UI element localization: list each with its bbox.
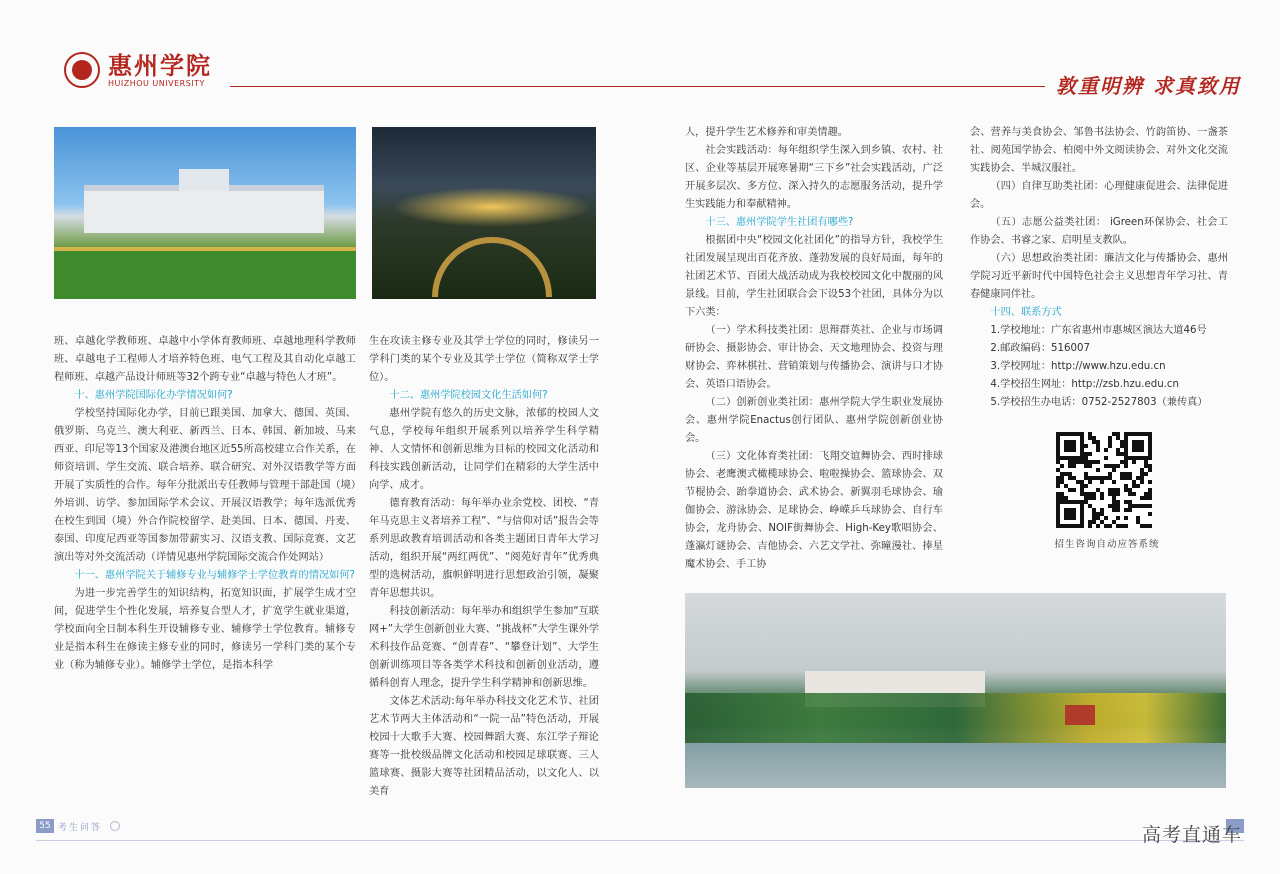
paragraph: 为进一步完善学生的知识结构，拓宽知识面，扩展学生成才空间，促进学生个性化发展，培养复合型人才，扩宽学生就业渠道，学校面向全日制本科生开设辅修专业、辅修学士学位教育。辅修专业是指本科生在修读主修专业的同时，修读另一学科门类的某个专业（称为辅修专业）。辅修学士学位，是指本科学 — [54, 588, 356, 671]
text-column-4 — [970, 124, 1228, 412]
page-number: 55 — [36, 819, 54, 833]
paragraph: 人，提升学生艺术修养和审美情趣。 — [685, 127, 848, 138]
text-column-1 — [54, 333, 356, 675]
logo-chinese-name: 惠州学院 — [108, 50, 212, 80]
section-heading: 十二、惠州学院校园文化生活如何? — [389, 390, 548, 401]
text-column-3 — [685, 124, 943, 574]
text-column-2 — [369, 333, 599, 801]
paragraph: 会、营养与美食协会、邹鲁书法协会、竹韵笛协、一盏茶社、阅苑国学协会、柏阅中外文阅读协会、对外文化交流实践协会、半城汉服社。 — [970, 127, 1228, 174]
campus-photo-night-view — [372, 127, 596, 299]
campus-photo-main-building — [54, 127, 356, 299]
paragraph: 德育教育活动：每年举办业余党校、团校、“青年马克思主义者培养工程”、“与信仰对话”报告会等系列思政教育培训活动和各类主题团日青年大学习活动，组织开展“两红两优”、“阅苑好青年”优秀典型的选树活动，旗帜鲜明进行思想政治引领，凝聚青年思想共识。 — [369, 498, 599, 599]
paragraph: 根据团中央“校园文化社团化”的指导方针，我校学生社团发展呈现出百花齐放、蓬勃发展的良好局面，每年的社团艺术节、百团大战活动成为我校校园文化中靓丽的风景线。目前，学生社团联合会下设53个社团，具体分为以下六类： — [685, 235, 943, 318]
logo-english-name: HUIZHOU UNIVERSITY — [108, 78, 205, 88]
paragraph: （六）思想政治类社团：廉洁文化与传播协会、惠州学院习近平新时代中国特色社会主义思想青年学习社、青春健康同伴社。 — [970, 253, 1228, 300]
section-heading: 十四、联系方式 — [990, 307, 1062, 318]
qr-code-icon — [1056, 432, 1152, 528]
paragraph: （三）文化体育类社团：飞翔交谊舞协会、西时排球协会、老鹰澳式橄榄球协会、啦啦操协会、篮球协会、双节棍协会、跆拳道协会、武术协会、新翼羽毛球协会、瑜伽协会、游泳协会、足球协会、峥嵘乒乓球协会、自行车协会，龙舟协会、NOIF街舞协会、High-Key歌唱协会、蓬瀛灯谜协会、吉他协会、六艺文学社、弥曈漫社、捧星魔术协会、手工协 — [685, 451, 943, 570]
paragraph: 文体艺术活动:每年举办科技文化艺术节、社团艺术节两大主体活动和“一院一品”特色活动，开展校园十大歌手大赛、校园舞蹈大赛、东江学子辩论赛等一批校级品牌文化活动和校园足球联赛、三人篮球赛、摄影大赛等社团精品活动，以文化人、以美育 — [369, 696, 599, 797]
section-heading: 十三、惠州学院学生社团有哪些? — [705, 217, 854, 228]
paragraph: （二）创新创业类社团：惠州学院大学生职业发展协会、惠州学院Enactus创行团队、惠州学院创新创业协会。 — [685, 397, 943, 444]
paragraph: 4.学校招生网址：http://zsb.hzu.edu.cn — [990, 379, 1179, 390]
paragraph: 科技创新活动：每年举办和组织学生参加“互联网+”大学生创新创业大赛、“挑战杯”大学生课外学术科技作品竞赛、“创青春”、“攀登计划”、大学生创新训练项目等各类学术科技和创新创业活动，遵循科创育人理念，提升学生科学精神和创新思维。 — [369, 606, 599, 689]
paragraph: 2.邮政编码：516007 — [990, 343, 1090, 354]
paragraph: 班、卓越化学教师班、卓越中小学体育教师班、卓越地理科学教师班、卓越电子工程师人才培养特色班、电气工程及其自动化卓越工程师班、卓越产品设计师班等32个跨专业“卓越与特色人才班”。 — [54, 336, 356, 383]
paragraph: 学校坚持国际化办学，目前已跟美国、加拿大、德国、英国、俄罗斯、乌克兰、澳大利亚、新西兰、日本、韩国、新加坡、马来西亚、印尼等13个国家及港澳台地区近55所高校建立合作关系，在师资培训、学生交流、联合培养、联合研究、对外汉语教学等方面开展了实质性的合作。每年分批派出专任教师与管理干部赴国（境）外培训、访学、参加国际学术会议、开展汉语教学；每年选派优秀在校生到国（境）外合作院校留学、赴美国、日本、德国、丹麦、泰国、印度尼西亚等国参加带薪实习、汉语支教、国际竞赛、文艺演出等对外交流活动（详情见惠州学院国际交流合作处网站） — [54, 408, 356, 563]
university-logo — [64, 50, 212, 90]
paragraph: （一）学术科技类社团：思辩群英社、企业与市场调研协会、摄影协会、审计协会、天文地理协会、投资与理财协会、弈林棋社、营销策划与传播协会、演讲与口才协会、英语口语协会。 — [685, 325, 943, 390]
university-motto: 敦重明辨 求真致用 — [1056, 74, 1241, 98]
section-heading: 十、惠州学院国际化办学情况如何? — [74, 390, 233, 401]
paragraph: 1.学校地址：广东省惠州市惠城区演达大道46号 — [990, 325, 1207, 336]
paragraph: （五）志愿公益类社团： iGreen环保协会、社会工作协会、书睿之家、启明星支教队。 — [970, 217, 1228, 246]
footer-divider — [36, 840, 1244, 841]
campus-photo-lake-view — [685, 593, 1226, 788]
section-heading: 十一、惠州学院关于辅修专业与辅修学士学位教育的情况如何? — [74, 570, 355, 581]
watermark: 高考直通车 — [1142, 824, 1243, 846]
university-seal-icon — [64, 52, 100, 88]
paragraph: 惠州学院有悠久的历史文脉，浓郁的校园人文气息，学校每年组织开展系列以培养学生科学精神、人文情怀和创新思维为目标的校园文化活动和科技实践创新活动，让同学们在精彩的大学生活中向学、成才。 — [369, 408, 599, 491]
qr-code-caption: 招生咨询自动应答系统 — [1054, 539, 1160, 550]
paragraph: 生在攻读主修专业及其学士学位的同时，修读另一学科门类的某个专业及其学士学位（简称双学士学位）。 — [369, 336, 599, 383]
header-divider — [230, 86, 1045, 87]
paragraph: 社会实践活动：每年组织学生深入到乡镇、农村、社区、企业等基层开展寒暑期“三下乡”社会实践活动，广泛开展多层次、多方位、深入持久的志愿服务活动，提升学生实践能力和奉献精神。 — [685, 145, 943, 210]
paragraph: 5.学校招生办电话：0752-2527803（兼传真） — [990, 397, 1208, 408]
paragraph: 3.学校网址：http://www.hzu.edu.cn — [990, 361, 1166, 372]
section-label: 考生问答 — [58, 823, 103, 833]
decorative-circle-icon — [110, 821, 120, 831]
paragraph: （四）自律互助类社团：心理健康促进会、法律促进会。 — [970, 181, 1228, 210]
